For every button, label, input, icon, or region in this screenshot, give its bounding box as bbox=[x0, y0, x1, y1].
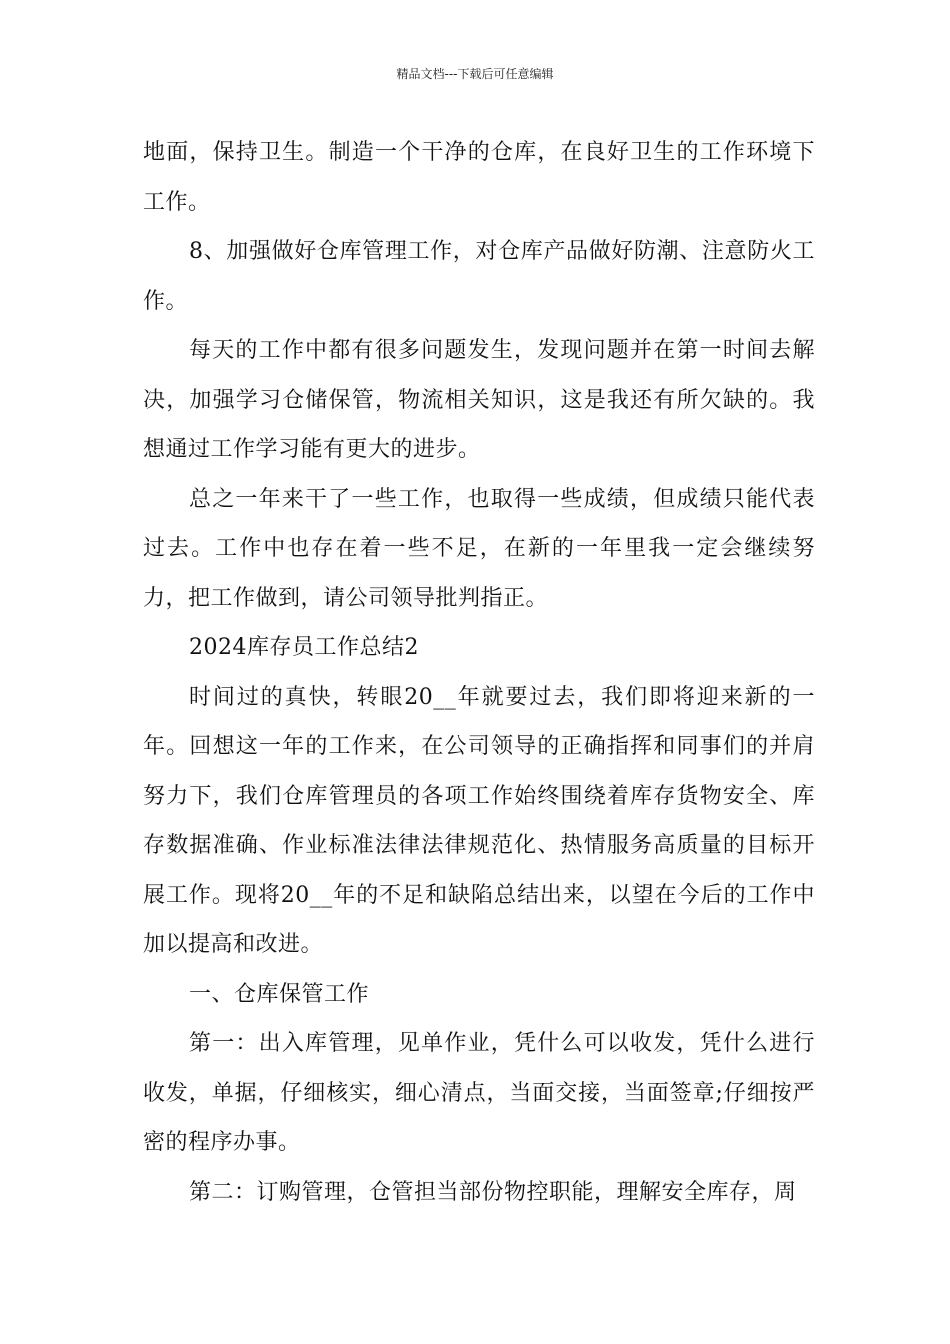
paragraph-conclusion: 总之一年来干了一些工作，也取得一些成绩，但成绩只能代表过去。工作中也存在着一些不足，在新的一年里我一定会继续努力，把工作做到，请公司领导批判指正。 bbox=[143, 486, 815, 611]
paragraph-daily-problems: 每天的工作中都有很多问题发生，发现问题并在第一时间去解决，加强学习仓储保管，物流相关知识，这是我还有所欠缺的。我想通过工作学习能有更大的进步。 bbox=[143, 338, 815, 462]
page-header: 精品文档---下载后可任意编辑 bbox=[396, 67, 554, 81]
paragraph-intro: 时间过的真快，转眼20__年就要过去，我们即将迎来新的一年。回想这一年的工作来，在公司领导的正确指挥和同事们的并肩努力下，我们仓库管理员的各项工作始终围绕着库存货物安全、库存数据准确、作业标准法律法律规范化、热情服务高质量的目标开展工作。现将20__年的不足和缺陷总结出来，以望在今后的工作中加以提高和改进。 bbox=[143, 684, 815, 957]
paragraph-point-2: 第二：订购管理，仓管担当部份物控职能，理解安全库存，周 bbox=[189, 1179, 797, 1205]
section-title: 2024库存员工作总结2 bbox=[189, 635, 419, 660]
paragraph-hygiene: 地面，保持卫生。制造一个干净的仓库，在良好卫生的工作环境下工作。 bbox=[143, 140, 815, 215]
section-heading-warehouse: 一、仓库保管工作 bbox=[189, 981, 370, 1007]
document-body bbox=[143, 128, 815, 1217]
paragraph-point-1: 第一：出入库管理，见单作业，凭什么可以收发，凭什么进行收发，单据，仔细核实，细心清点，当面交接，当面签章;仔细按严密的程序办事。 bbox=[143, 1031, 815, 1155]
paragraph-item-8: 8、加强做好仓库管理工作，对仓库产品做好防潮、注意防火工作。 bbox=[143, 239, 815, 314]
